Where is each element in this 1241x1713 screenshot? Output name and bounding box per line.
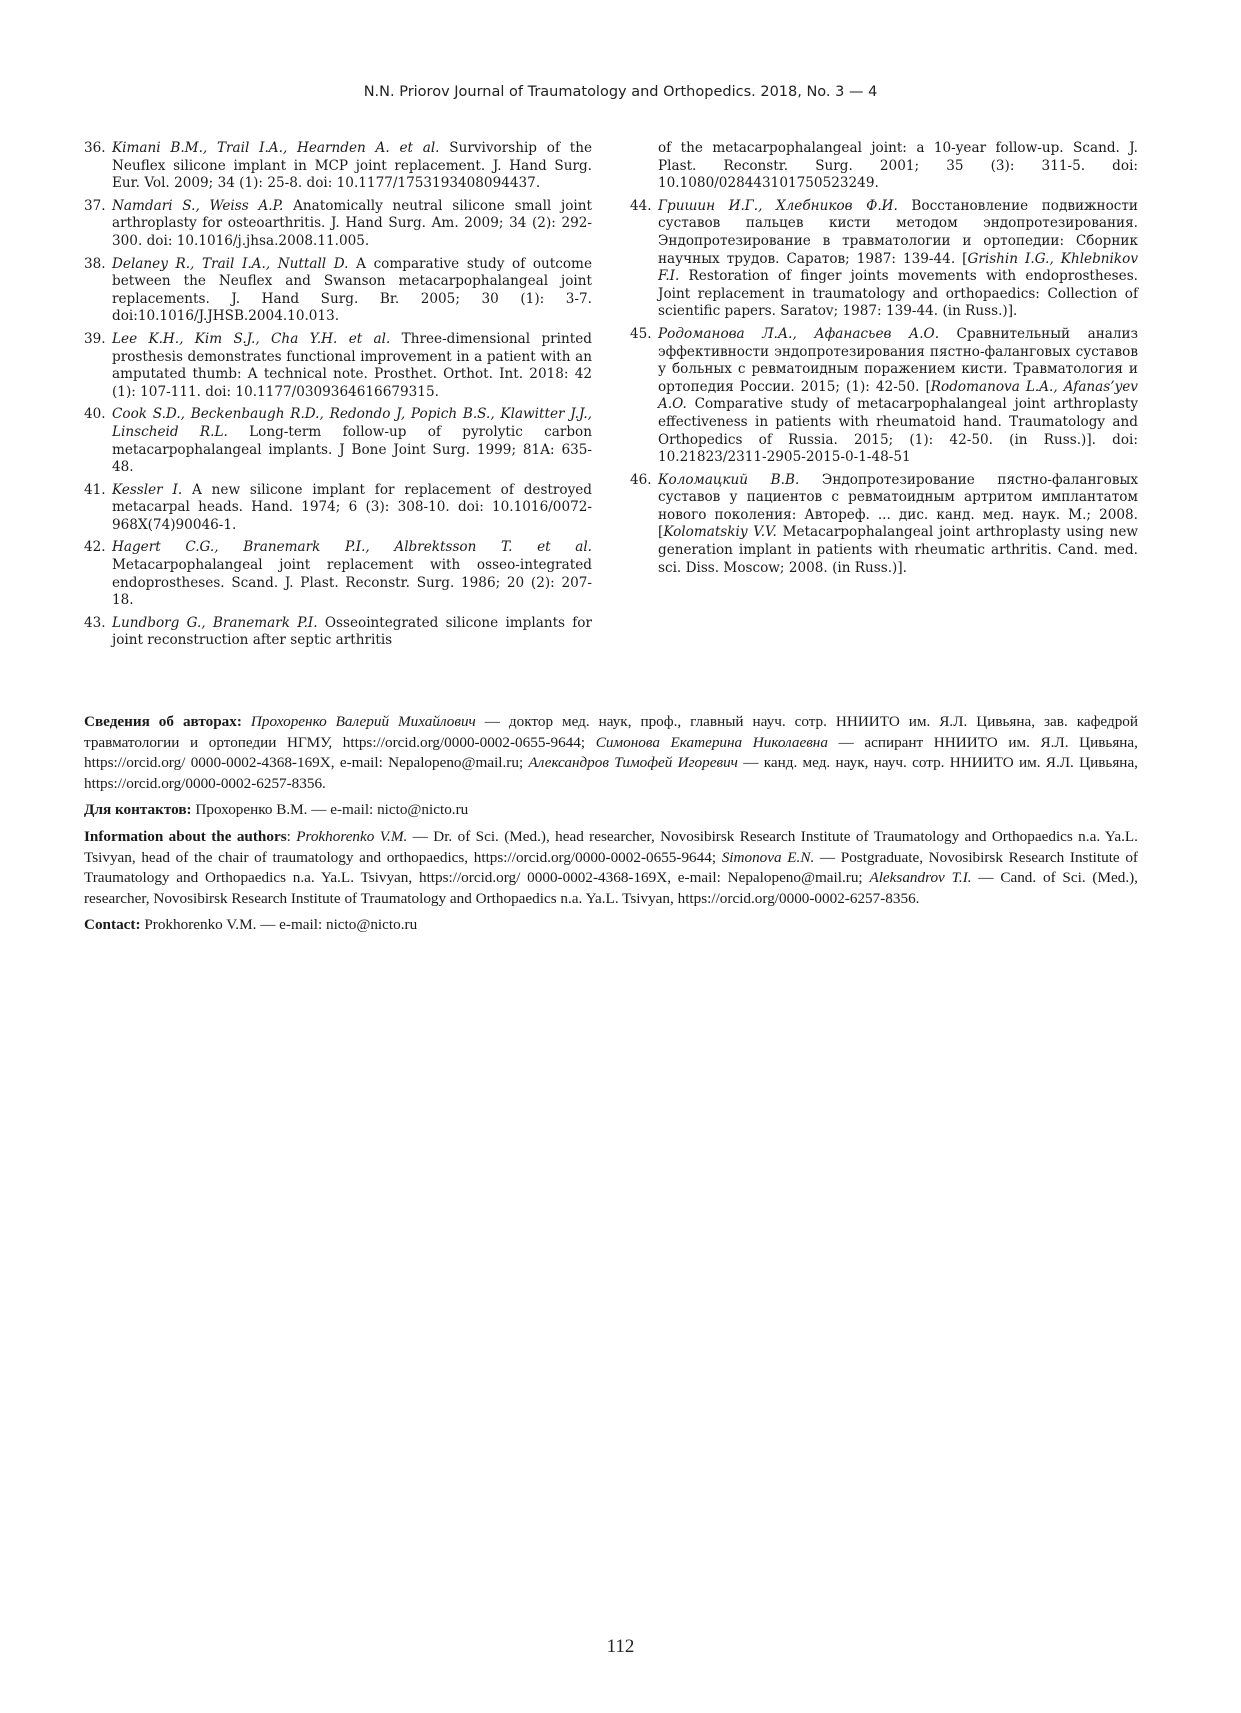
reference-body: Survivorship of the Neuflex silicone implant in MCP joint replacement. J. Hand Surg. Eur. Vol. 2009; 34 (1): 25-8. doi: 10.1177/1753193408094437. bbox=[112, 140, 592, 192]
reference-number: 40. bbox=[84, 406, 106, 423]
reference-authors: Kimani B.M., Trail I.A., Hearnden A. et al. bbox=[112, 140, 440, 156]
reference-item-43 bbox=[84, 615, 592, 650]
authors-info-ru-label: Сведения об авторах: bbox=[84, 713, 242, 730]
reference-authors: Коломацкий В.В. bbox=[658, 471, 800, 488]
author-1-name-ru: Прохоренко Валерий Михайлович bbox=[250, 713, 476, 730]
reference-body: Anatomically neutral silicone small joint arthroplasty for osteoarthritis. J. Hand Surg. Am. 2009; 34 (2): 292-300. doi: 10.1016/j.jhsa.2008.11.005. bbox=[112, 197, 592, 249]
reference-authors: Kessler I. bbox=[112, 481, 183, 498]
reference-number: 42. bbox=[84, 539, 106, 556]
reference-item-42 bbox=[84, 539, 592, 609]
reference-body: Long-term follow-up of pyrolytic carbon metacarpophalangeal implants. J Bone Joint Surg. 1999; 81A: 635-48. bbox=[112, 423, 592, 476]
running-header: N.N. Priorov Journal of Traumatology and Orthopedics. 2018, No. 3 — 4 bbox=[363, 84, 878, 100]
author-3-details-en: — Cand. of Sci. (Med.), researcher, Novosibirsk Research Institute of Traumatology and Orthopaedics n.a. Ya.L. Tsivyan, https://orcid.org/0000-0002-6257-8356. bbox=[84, 869, 1138, 907]
reference-item-44 bbox=[630, 198, 1138, 321]
reference-body: Osseointegrated silicone implants for joint reconstruction after septic arthritis bbox=[112, 614, 592, 649]
contacts-en-text: Prokhorenko V.M. — e-mail: nicto@nicto.ru bbox=[140, 916, 418, 934]
reference-number: 43. bbox=[84, 614, 106, 631]
contacts-en-label: Contact: bbox=[84, 916, 141, 934]
reference-item-36 bbox=[84, 140, 592, 193]
reference-authors: Delaney R., Trail I.A., Nuttall D. bbox=[112, 255, 349, 272]
authors-info-en bbox=[84, 827, 1138, 909]
reference-body: Metacarpophalangeal joint replacement with osseo-integrated endoprostheses. Scand. J. Plast. Reconstr. Surg. 1986; 20 (2): 207-18. bbox=[112, 557, 592, 609]
reference-authors: Cook S.D., Beckenbaugh R.D., Redondo J, Popich B.S., Klawitter J.J., Linscheid R.L. bbox=[112, 406, 592, 440]
author-3-name-ru: Александров Тимофей Игоревич bbox=[528, 754, 738, 772]
reference-item-43-continued bbox=[630, 140, 1138, 193]
reference-authors: Lundborg G., Branemark P.I. bbox=[112, 614, 318, 631]
reference-column-left bbox=[84, 140, 592, 655]
reference-authors-translit: Rodomanova L.A., Afanas’yev A.O. bbox=[658, 378, 1138, 413]
reference-authors: Namdari S., Weiss A.P. bbox=[112, 197, 284, 214]
author-1-details-en: — Dr. of Sci. (Med.), head researcher, Novosibirsk Research Institute of Traumatology and Orthopaedics n.a. Ya.L. Tsivyan, head of the chair of traumatology and orthopaedics, https://orcid.org/0000-0002-0655-9644; bbox=[84, 827, 1138, 866]
reference-number: 38. bbox=[84, 255, 106, 272]
reference-column-right bbox=[630, 140, 1138, 655]
author-2-name-ru: Симонова Екатерина Николаевна bbox=[595, 733, 828, 751]
reference-number: 39. bbox=[84, 330, 106, 347]
contacts-en bbox=[84, 915, 1138, 936]
contacts-ru bbox=[84, 800, 1138, 821]
reference-list bbox=[84, 140, 1138, 655]
page-number: 112 bbox=[606, 1636, 635, 1657]
reference-item-41 bbox=[84, 482, 592, 535]
reference-authors-translit: Kolomatskiy V.V. bbox=[663, 524, 777, 541]
reference-item-46 bbox=[630, 472, 1138, 578]
reference-body-translit: Restoration of finger joints movements with endoprostheses. Joint replacement in traumatology and orthopaedics: Collection of scientific papers. Saratov; 1987: 139-44. (in Russ.)]. bbox=[658, 268, 1138, 320]
reference-authors: Hagert C.G., Branemark P.I., Albrektsson T. et al. bbox=[112, 539, 592, 556]
reference-item-38 bbox=[84, 256, 592, 326]
reference-body: Сравнительный анализ эффективности эндопротезирования пястно-фаланговых суставов у больных с ревматоидным поражением кисти. Травматология и ортопедия России. 2015; (1): 42-50. [ bbox=[658, 325, 1138, 395]
reference-number: 36. bbox=[84, 140, 106, 156]
contacts-ru-text: Прохоренко В.М. — e-mail: nicto@nicto.ru bbox=[191, 801, 469, 819]
reference-item-45 bbox=[630, 326, 1138, 467]
author-3-details-ru: — канд. мед. наук, науч. сотр. ННИИТО им. Я.Л. Цивьяна, https://orcid.org/0000-0002-6257-8356. bbox=[84, 754, 1138, 792]
reference-item-37 bbox=[84, 198, 592, 251]
reference-number: 37. bbox=[84, 197, 106, 214]
reference-authors: Lee K.H., Kim S.J., Cha Y.H. et al. bbox=[112, 330, 391, 347]
reference-body: of the metacarpophalangeal joint: a 10-year follow-up. Scand. J. Plast. Reconstr. Surg. 2001; 35 (3): 311-5. doi: 10.1080/028443101750523249. bbox=[658, 140, 1138, 192]
author-1-details-ru: — доктор мед. наук, проф., главный науч. сотр. ННИИТО им. Я.Л. Цивьяна, зав. кафедрой травматологии и ортопедии НГМУ, https://orcid.org/0000-0002-0655-9644; bbox=[84, 713, 1139, 751]
reference-number: 46. bbox=[630, 471, 652, 488]
reference-number: 41. bbox=[84, 481, 106, 498]
reference-body: Эндопротезирование пястно-фаланговых суставов у пациентов с ревматоидным артритом имплантатом нового поколения: Автореф. ... дис. канд. мед. наук. М.; 2008. [ bbox=[658, 471, 1138, 541]
author-2-details-en: — Postgraduate, Novosibirsk Research Institute of Traumatology and Orthopaedics n.a. Ya.L. Tsivyan, https://orcid.org/ 0000-0002-4368-169X, e-mail: Nepalopeno@mail.ru; bbox=[84, 848, 1138, 887]
reference-body-translit: Metacarpophalangeal joint arthroplasty using new generation implant in patients with rheumatic arthritis. Cand. med. sci. Diss. Moscow; 2008. (in Russ.)]. bbox=[658, 524, 1138, 576]
author-1-name-en: Prokhorenko V.M. bbox=[296, 827, 408, 845]
reference-authors: Родоманова Л.А., Афанасьев А.О. bbox=[658, 325, 940, 342]
reference-body-translit: Comparative study of metacarpophalangeal joint arthroplasty effectiveness in patients with rheumatoid hand. Traumatology and Orthopedics of Russia. 2015; (1): 42-50. (in Russ.)]. doi: 10.21823/2311-2905-2015-0-1-48-51 bbox=[658, 396, 1138, 466]
author-2-name-en: Simonova E.N. bbox=[721, 848, 815, 866]
authors-info-ru bbox=[84, 712, 1138, 794]
reference-body: Восстановление подвижности суставов пальцев кисти методом эндопротезирования. Эндопротезирование в травматологии и ортопедии: Сборник научных трудов. Саратов; 1987: 139-44. [ bbox=[658, 197, 1138, 267]
reference-body: A new silicone implant for replacement of destroyed metacarpal heads. Hand. 1974; 6 (3): 308-10. doi: 10.1016/0072-968X(74)90046-1. bbox=[112, 481, 592, 533]
reference-authors: Гришин И.Г., Хлебников Ф.И. bbox=[658, 197, 898, 214]
author-information bbox=[84, 712, 1138, 942]
author-3-name-en: Aleksandrov T.I. bbox=[869, 869, 972, 887]
reference-number: 45. bbox=[630, 325, 652, 342]
reference-body: A comparative study of outcome between the Neuflex and Swanson metacarpophalangeal joint replacements. J. Hand Surg. Br. 2005; 30 (1): 3-7. doi:10.1016/J.JHSB.2004.10.013. bbox=[112, 255, 592, 325]
reference-authors-translit: Grishin I.G., Khlebnikov F.I. bbox=[658, 250, 1138, 285]
reference-body: Three-dimensional printed prosthesis demonstrates functional improvement in a patient with an amputated thumb: A technical note. Prosthet. Orthot. Int. 2018: 42 (1): 107-111. doi: 10.1177/0309364616679315. bbox=[112, 330, 592, 400]
reference-number: 44. bbox=[630, 197, 652, 214]
reference-item-40 bbox=[84, 406, 592, 476]
authors-info-en-separator: : bbox=[286, 827, 297, 845]
contacts-ru-label: Для контактов: bbox=[84, 801, 192, 819]
authors-info-en-label: Information about the authors bbox=[84, 827, 287, 845]
author-2-details-ru: — аспирант ННИИТО им. Я.Л. Цивьяна, https://orcid.org/ 0000-0002-4368-169X, e-mail: Nepalopeno@mail.ru; bbox=[84, 733, 1138, 772]
reference-item-39 bbox=[84, 331, 592, 401]
